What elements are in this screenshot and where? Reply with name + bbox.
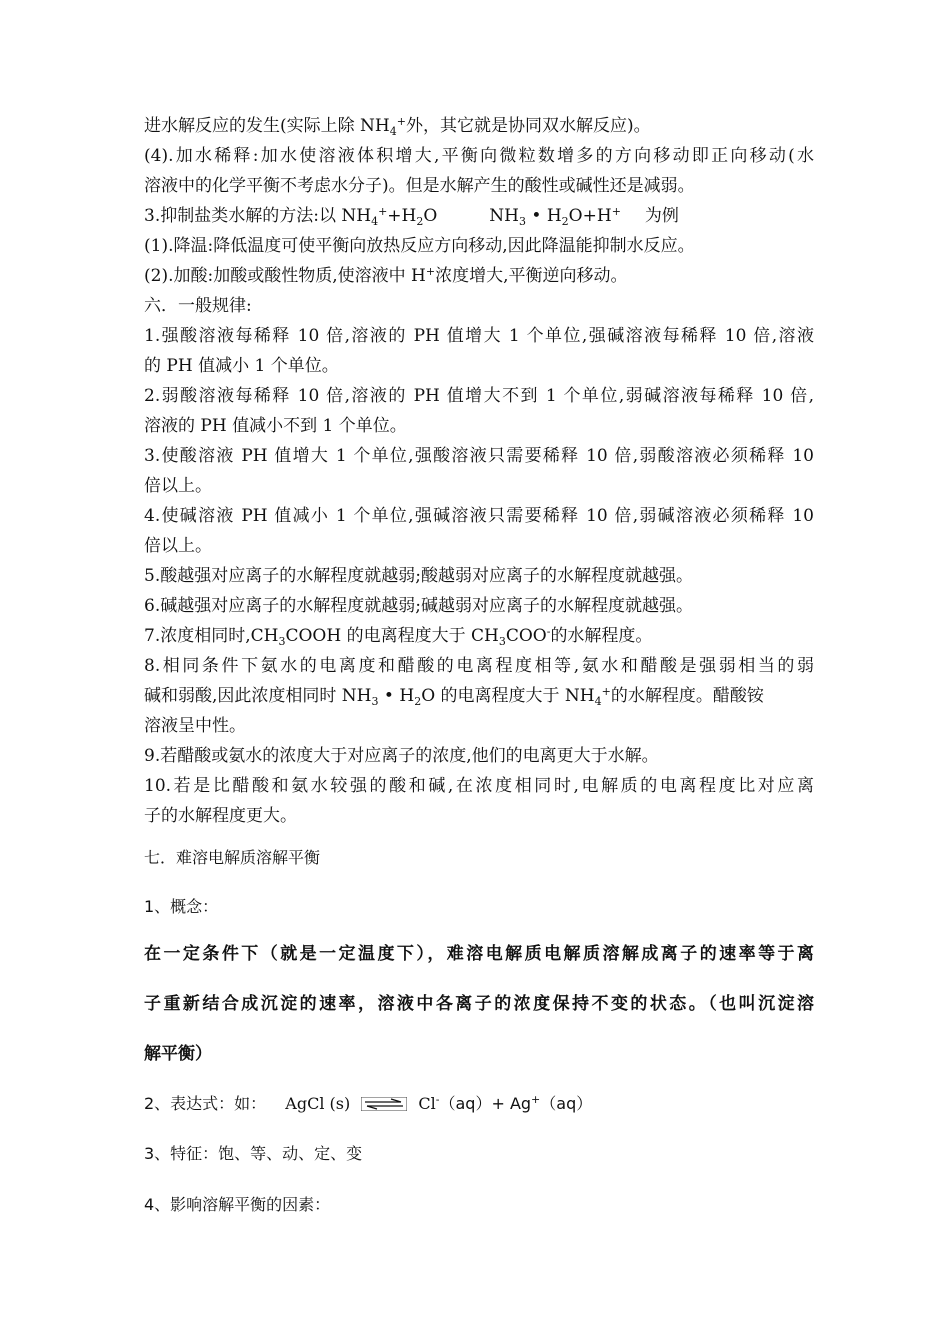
text-line-5: (1).降温:降低温度可使平衡向放热反应方向移动,因此降温能抑制水反应。 (144, 236, 695, 256)
concept-text-line-b: 子重新结合成沉淀的速率，溶液中各离子的浓度保持不变的状态。（也叫沉淀溶 (144, 994, 814, 1014)
rule-1-line-b: 的 PH 值减小 1 个单位。 (144, 356, 339, 376)
rule-6: 6.碱越强对应离子的水解程度就越弱;碱越弱对应离子的水解程度就越强。 (144, 596, 693, 616)
expression-line: 2、表达式：如： AgCl (s) Cl-（aq）+ Ag+（aq） (144, 1093, 593, 1113)
concept-text-line-c: 解平衡） (144, 1044, 212, 1064)
rule-7: 7.浓度相同时$,CH_3COOH$ 的电离程度大于 $CH_3COO^-$的水解程度。 (144, 625, 653, 648)
features-line: 3、特征：饱、等、动、定、变 (144, 1144, 363, 1163)
rule-8-line-b: 碱和弱酸,因此浓度相同时 $NH_3$ • $H_2O$ 的电离程度大于 $NH_4^+$的水解程度。醋酸铵 (144, 685, 764, 708)
text-line-6: (2).加酸:加酸或酸性物质,使溶液中 H+浓度增大,平衡逆向移动。 (144, 265, 628, 286)
rule-5: 5.酸越强对应离子的水解程度就越弱;酸越弱对应离子的水解程度就越强。 (144, 566, 693, 586)
rule-3-line-b: 倍以上。 (144, 476, 212, 496)
rule-8-line-c: 溶液呈中性。 (144, 716, 246, 736)
aq-label: （aq） (540, 1094, 593, 1113)
rule-2-line-b: 溶液的 PH 值减小不到 1 个单位。 (144, 416, 407, 436)
rule-8-line-a: 8.相同条件下氨水的电离度和醋酸的电离程度相等,氨水和醋酸是强弱相当的弱 (144, 656, 814, 676)
rule-4-line-a: 4.使碱溶液 PH 值减小 1 个单位,强碱溶液只需要稀释 10 倍,弱碱溶液必须稀释 10 (144, 506, 814, 526)
silver-charge: + (531, 1093, 541, 1106)
rule-10-line-b: 子的水解程度更大。 (144, 806, 297, 826)
agcl-solid: AgCl (s) (285, 1094, 351, 1113)
chloride-ion: Cl (418, 1094, 436, 1113)
section-heading-7: 七．难溶电解质溶解平衡 (144, 848, 321, 867)
text-line-2: (4).加水稀释:加水使溶液体积增大,平衡向微粒数增多的方向移动即正向移动(水 (144, 146, 814, 166)
section-heading-6: 六．一般规律: (144, 296, 252, 316)
rule-9: 9.若醋酸或氨水的浓度大于对应离子的浓度,他们的电离更大于水解。 (144, 746, 659, 766)
equilibrium-arrow-icon (361, 1097, 407, 1111)
text-line-1: 进水解反应的发生(实际上除 $NH_4^+$外，其它就是协同双水解反应)。 (144, 115, 651, 138)
rule-4-line-b: 倍以上。 (144, 536, 212, 556)
concept-heading: 1、概念： (144, 897, 219, 916)
concept-text-line-a: 在一定条件下（就是一定温度下），难溶电解质电解质溶解成离子的速率等于离 (144, 944, 814, 964)
equation-line-nh4-hydrolysis: 3.抑制盐类水解的方法:以 $NH_4^++H_2O$ $NH_3$ • $H_2O+H^+$ 为例 (144, 205, 679, 228)
rule-2-line-a: 2.弱酸溶液每稀释 10 倍,溶液的 PH 值增大不到 1 个单位,弱碱溶液每稀释 10 倍, (144, 386, 814, 406)
aq-plus-ag: （aq）+ Ag (439, 1094, 532, 1113)
factors-heading: 4、影响溶解平衡的因素： (144, 1195, 331, 1214)
rule-3-line-a: 3.使酸溶液 PH 值增大 1 个单位,强酸溶液只需要稀释 10 倍,弱酸溶液必须稀释 10 (144, 446, 814, 466)
rule-1-line-a: 1.强酸溶液每稀释 10 倍,溶液的 PH 值增大 1 个单位,强碱溶液每稀释 10 倍,溶液 (144, 326, 814, 346)
rule-10-line-a: 10.若是比醋酸和氨水较强的酸和碱,在浓度相同时,电解质的电离程度比对应离 (144, 776, 814, 796)
chloride-charge: - (435, 1093, 440, 1106)
text-line-3: 溶液中的化学平衡不考虑水分子)。但是水解产生的酸性或碱性还是减弱。 (144, 176, 695, 196)
